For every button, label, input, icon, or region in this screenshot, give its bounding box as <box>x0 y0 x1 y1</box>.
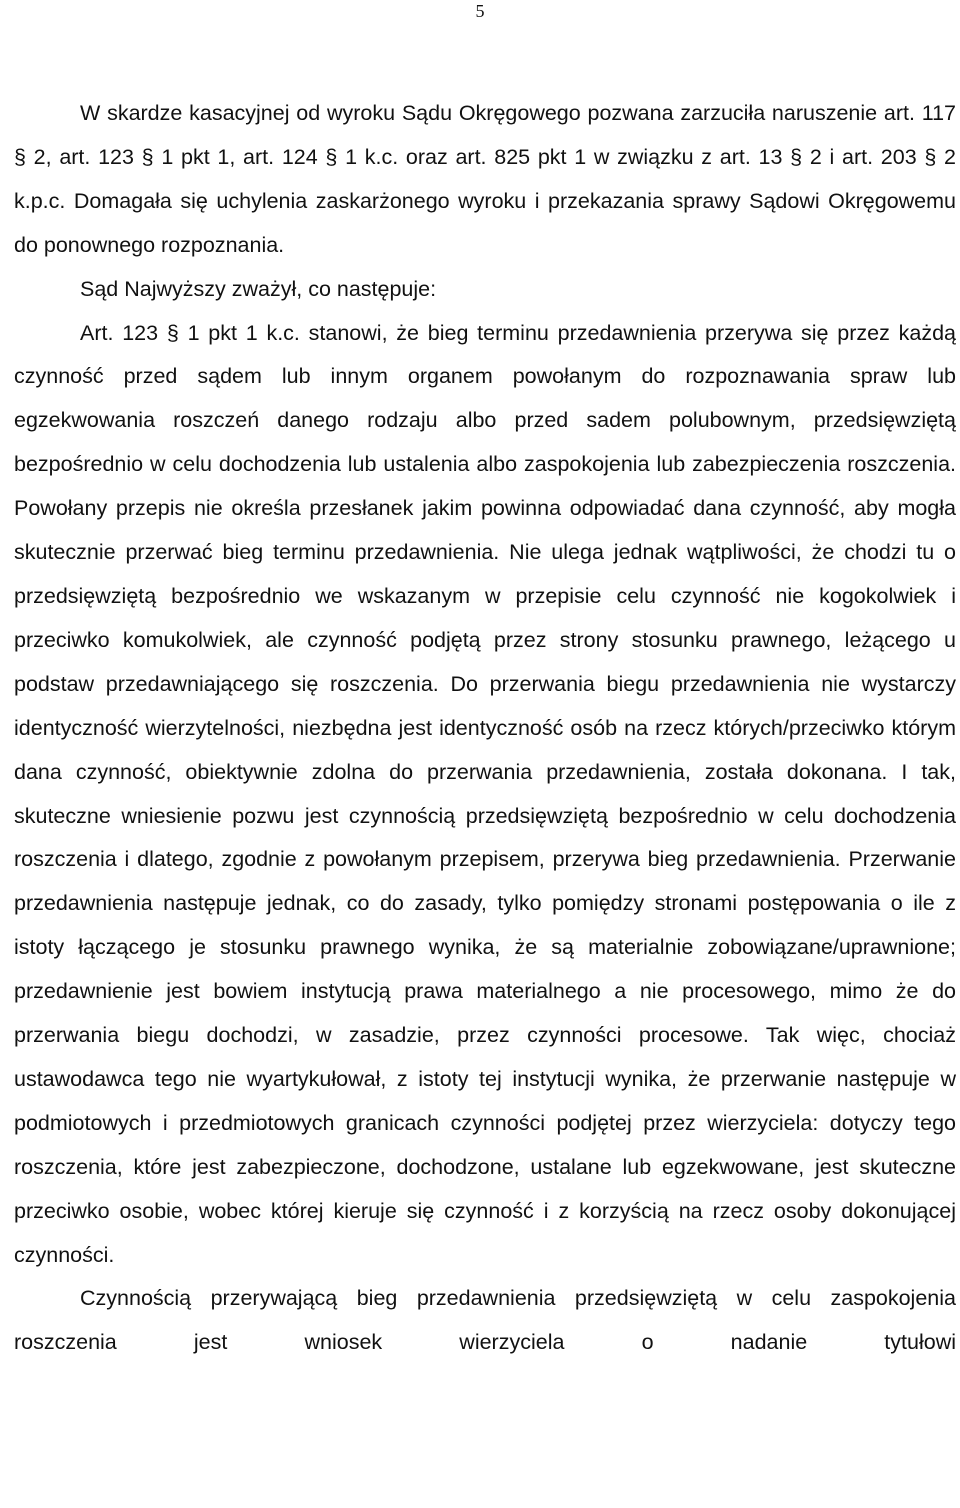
paragraph-interrupting-action: Czynnością przerywającą bieg przedawnienia przedsięwziętą w celu zaspokojenia roszczenia jest wniosek wierzyciela o nadanie tytułowi <box>14 1286 956 1355</box>
page-number: 5 <box>475 1 485 21</box>
document-body <box>14 92 956 1365</box>
paragraph-court-consideration: Sąd Najwyższy zważył, co następuje: <box>80 276 437 301</box>
paragraph-art-123-analysis: Art. 123 § 1 pkt 1 k.c. stanowi, że bieg terminu przedawnienia przerywa się przez każdą czynność przed sądem lub innym organem powołanym do rozpoznawania spraw lub egzekwowania roszczeń danego rodzaju albo przed sadem polubownym, przedsięwziętą bezpośrednio w celu dochodzenia lub ustalenia albo zaspokojenia lub zabezpieczenia roszczenia. Powołany przepis nie określa przesłanek jakim powinna odpowiadać dana czynność, aby mogła skutecznie przerwać bieg terminu przedawnienia. Nie ulega jednak wątpliwości, że chodzi tu o przedsięwziętą bezpośrednio we wskazanym w przepisie celu czynność nie kogokolwiek i przeciwko komukolwiek, ale czynność podjętą przez strony stosunku prawnego, leżącego u podstaw przedawniającego się roszczenia. Do przerwania biegu przedawnienia nie wystarczy identyczność wierzytelności, niezbędna jest identyczność osób na rzecz których/przeciwko którym dana czynność, obiektywnie zdolna do przerwania przedawnienia, została dokonana. I tak, skuteczne wniesienie pozwu jest czynnością przedsięwziętą bezpośrednio w celu dochodzenia roszczenia i dlatego, zgodnie z powołanym przepisem, przerywa bieg przedawnienia. Przerwanie przedawnienia następuje jednak, co do zasady, tylko pomiędzy stronami postępowania o ile z istoty łączącego je stosunku prawnego wynika, że są materialnie zobowiązane/uprawnione; przedawnienie jest bowiem instytucją prawa materialnego a nie procesowego, mimo że do przerwania biegu dochodzi, w zasadzie, przez czynności procesowe. Tak więc, chociaż ustawodawca tego nie wyartykułował, z istoty tej instytucji wynika, że przerwanie następuje w podmiotowych i przedmiotowych granicach czynności podjętej przez wierzyciela: dotyczy tego roszczenia, które jest zabezpieczone, dochodzone, ustalane lub egzekwowane, jest skuteczne przeciwko osobie, wobec której kieruje się czynność i z korzyścią na rzecz osoby dokonującej czynności. <box>14 320 956 1267</box>
paragraph-cassation-appeal: W skardze kasacyjnej od wyroku Sądu Okręgowego pozwana zarzuciła naruszenie art. 117 § 2, art. 123 § 1 pkt 1, art. 124 § 1 k.c. oraz art. 825 pkt 1 w związku z art. 13 § 2 i art. 203 § 2 k.p.c. Domagała się uchylenia zaskarżonego wyroku i przekazania sprawy Sądowi Okręgowemu do ponownego rozpoznania. <box>14 101 956 257</box>
